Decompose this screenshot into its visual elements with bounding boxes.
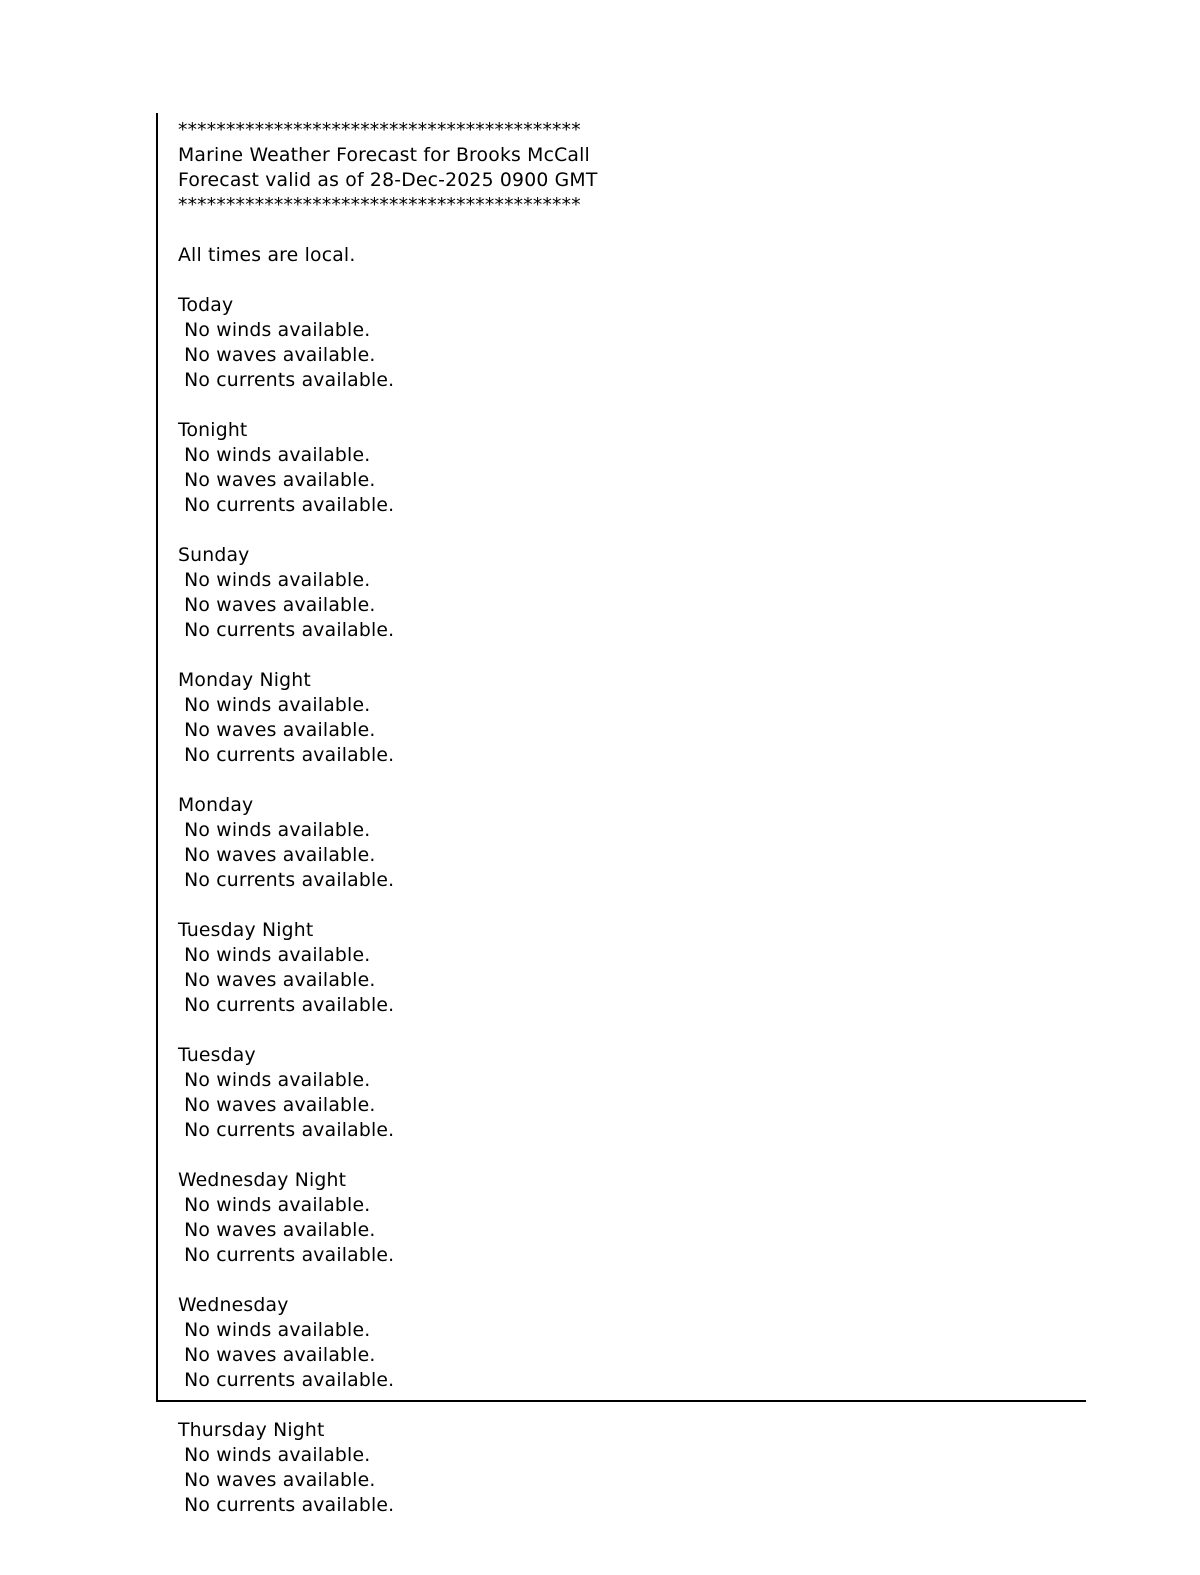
winds-line: No winds available. <box>178 820 371 841</box>
spacer-line <box>178 268 598 293</box>
spacer-line <box>178 768 598 793</box>
winds-line: No winds available. <box>178 445 371 466</box>
winds-line: No winds available. <box>178 570 371 591</box>
spacer-line <box>178 1268 598 1293</box>
waves-line: No waves available. <box>178 970 376 991</box>
currents-line: No currents available. <box>178 1120 395 1141</box>
spacer-line <box>178 1393 598 1418</box>
forecast-section-sunday <box>178 543 598 668</box>
forecast-section-thursday-night <box>178 1418 598 1518</box>
waves-line: No waves available. <box>178 1095 376 1116</box>
section-title: Tonight <box>178 420 248 441</box>
currents-line: No currents available. <box>178 745 395 766</box>
currents-line: No currents available. <box>178 1495 395 1516</box>
spacer-line <box>178 393 598 418</box>
forecast-section-tuesday-night <box>178 918 598 1043</box>
waves-line: No waves available. <box>178 720 376 741</box>
waves-line: No waves available. <box>178 845 376 866</box>
forecast-section-wednesday-night <box>178 1168 598 1293</box>
section-title: Sunday <box>178 545 250 566</box>
winds-line: No winds available. <box>178 1445 371 1466</box>
spacer-line <box>178 1143 598 1168</box>
section-title: Monday <box>178 795 254 816</box>
waves-line: No waves available. <box>178 1470 376 1491</box>
spacer-line <box>178 218 598 243</box>
currents-line: No currents available. <box>178 995 395 1016</box>
winds-line: No winds available. <box>178 1320 371 1341</box>
forecast-section-monday <box>178 793 598 918</box>
section-title: Tuesday Night <box>178 920 314 941</box>
waves-line: No waves available. <box>178 595 376 616</box>
spacer-line <box>178 1018 598 1043</box>
currents-line: No currents available. <box>178 620 395 641</box>
section-title: Monday Night <box>178 670 311 691</box>
forecast-section-tuesday <box>178 1043 598 1168</box>
spacer-line <box>178 643 598 668</box>
winds-line: No winds available. <box>178 320 371 341</box>
currents-line: No currents available. <box>178 1370 395 1391</box>
forecast-valid-line: Forecast valid as of 28-Dec-2025 0900 GMT <box>178 170 598 191</box>
forecast-section-today <box>178 293 598 418</box>
section-title: Wednesday Night <box>178 1170 347 1191</box>
winds-line: No winds available. <box>178 695 371 716</box>
currents-line: No currents available. <box>178 370 395 391</box>
stars-divider-bottom: ****************************************** <box>178 195 581 216</box>
section-title: Today <box>178 295 234 316</box>
waves-line: No waves available. <box>178 470 376 491</box>
forecast-section-tonight <box>178 418 598 543</box>
winds-line: No winds available. <box>178 1195 371 1216</box>
winds-line: No winds available. <box>178 945 371 966</box>
section-title: Wednesday <box>178 1295 289 1316</box>
forecast-title: Marine Weather Forecast for Brooks McCall <box>178 145 590 166</box>
times-note: All times are local. <box>178 245 356 266</box>
winds-line: No winds available. <box>178 1070 371 1091</box>
currents-line: No currents available. <box>178 1245 395 1266</box>
waves-line: No waves available. <box>178 1345 376 1366</box>
spacer-line <box>178 518 598 543</box>
section-title: Thursday Night <box>178 1420 325 1441</box>
stars-divider-top: ****************************************** <box>178 120 581 141</box>
section-title: Tuesday <box>178 1045 256 1066</box>
currents-line: No currents available. <box>178 870 395 891</box>
forecast-text <box>178 118 598 1518</box>
forecast-section-wednesday <box>178 1293 598 1418</box>
spacer-line <box>178 893 598 918</box>
waves-line: No waves available. <box>178 345 376 366</box>
forecast-section-monday-night <box>178 668 598 793</box>
waves-line: No waves available. <box>178 1220 376 1241</box>
currents-line: No currents available. <box>178 495 395 516</box>
